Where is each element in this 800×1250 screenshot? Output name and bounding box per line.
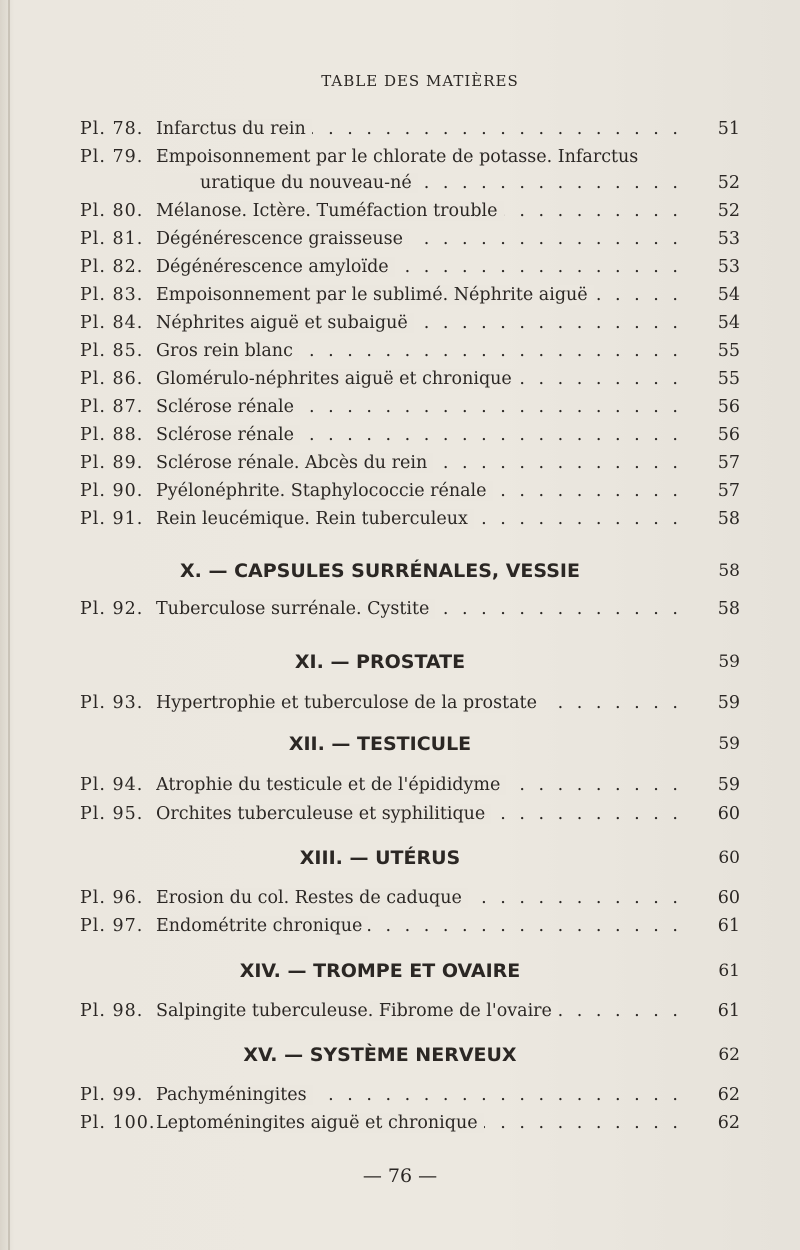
entry-title: Mélanose. Ictère. Tuméfaction trouble (156, 201, 504, 221)
page-number: 53 (717, 229, 740, 249)
page-edge (8, 0, 10, 1250)
plate-number: Pl. 78. (80, 119, 144, 139)
toc-entry (80, 422, 740, 448)
plate-number: Pl. 90. (80, 481, 144, 501)
toc-entry (80, 885, 740, 911)
plate-number: Pl. 98. (80, 1001, 144, 1021)
plate-number: Pl. 99. (80, 1085, 144, 1105)
plate-number: Pl. 83. (80, 285, 144, 305)
section-title: XIV. — TROMPE ET OVAIRE (239, 960, 521, 982)
section-heading (80, 843, 740, 873)
plate-number: Pl. 82. (80, 257, 144, 277)
page-number: 61 (717, 916, 740, 936)
page-header: TABLE DES MATIÈRES (321, 72, 519, 90)
entry-title: Pachyméningites (156, 1085, 313, 1105)
section-title: X. — CAPSULES SURRÉNALES, VESSIE (180, 560, 580, 582)
entry-title: Salpingite tuberculeuse. Fibrome de l'ovaire (156, 1001, 558, 1021)
entry-title: Infarctus du rein (156, 119, 312, 139)
page-number: 55 (717, 341, 740, 361)
entry-title: Leptoméningites aiguë et chronique (156, 1113, 484, 1133)
plate-number: Pl. 81. (80, 229, 144, 249)
toc-entry (80, 366, 740, 392)
toc-entry (80, 506, 740, 532)
plate-number: Pl. 79. (80, 147, 144, 167)
section-page-number: 60 (718, 848, 740, 868)
section-title: XII. — TESTICULE (288, 733, 472, 755)
entry-title: Endométrite chronique (156, 916, 368, 936)
plate-number: Pl. 93. (80, 693, 144, 713)
entry-title: Pyélonéphrite. Staphylococcie rénale (156, 481, 493, 501)
page-number: 51 (717, 119, 740, 139)
toc-entry (80, 198, 740, 224)
section-title: XV. — SYSTÈME NERVEUX (243, 1044, 517, 1066)
plate-number: Pl. 84. (80, 313, 144, 333)
toc-entry (80, 116, 740, 142)
page-number: 62 (717, 1113, 740, 1133)
plate-number: Pl. 80. (80, 201, 144, 221)
toc-entry (80, 596, 740, 622)
entry-title: Rein leucémique. Rein tuberculeux (156, 509, 474, 529)
entry-title: Orchites tuberculeuse et syphilitique (156, 804, 491, 824)
entry-title: Sclérose rénale (156, 425, 300, 445)
section-title: XI. — PROSTATE (294, 651, 466, 673)
page-number: 61 (717, 1001, 740, 1021)
entry-title: Atrophie du testicule et de l'épididyme (156, 775, 506, 795)
entry-title: Glomérulo-néphrites aiguë et chronique (156, 369, 518, 389)
plate-number: Pl. 100. (80, 1113, 156, 1133)
section-heading (80, 729, 740, 759)
page-number: 55 (717, 369, 740, 389)
entry-title: Gros rein blanc (156, 341, 299, 361)
page-number: 58 (717, 509, 740, 529)
page-number: 62 (717, 1085, 740, 1105)
page-number: 59 (717, 775, 740, 795)
plate-number: Pl. 96. (80, 888, 144, 908)
entry-title-continued: uratique du nouveau-né (156, 173, 418, 193)
page-number: 56 (717, 397, 740, 417)
page-number: 52 (717, 201, 740, 221)
entry-title: Néphrites aiguë et subaiguë (156, 313, 414, 333)
toc-entry (80, 450, 740, 476)
page-number: 60 (717, 804, 740, 824)
section-page-number: 62 (718, 1045, 740, 1065)
entry-title: Dégénérescence graisseuse (156, 229, 409, 249)
toc-entry (80, 1110, 740, 1136)
section-heading (80, 1040, 740, 1070)
section-heading (80, 647, 740, 677)
section-heading (80, 556, 740, 586)
section-page-number: 58 (718, 561, 740, 581)
toc-entry (80, 226, 740, 252)
plate-number: Pl. 94. (80, 775, 144, 795)
toc-entry (80, 913, 740, 939)
toc-entry (80, 338, 740, 364)
plate-number: Pl. 85. (80, 341, 144, 361)
entry-title: Tuberculose surrénale. Cystite (156, 599, 435, 619)
page-number: 52 (717, 173, 740, 193)
toc-entry (80, 801, 740, 827)
entry-title: Empoisonnement par le sublimé. Néphrite aiguë (156, 285, 594, 305)
entry-title: Hypertrophie et tuberculose de la prostate (156, 693, 543, 713)
entry-title: Empoisonnement par le chlorate de potasse. Infarctus (156, 147, 639, 167)
toc-entry (80, 772, 740, 798)
toc-entry (80, 282, 740, 308)
page-number: 57 (717, 481, 740, 501)
page-number: 53 (717, 257, 740, 277)
page-number: 59 (717, 693, 740, 713)
section-title: XIII. — UTÉRUS (299, 847, 461, 869)
section-heading (80, 956, 740, 986)
section-page-number: 61 (718, 961, 740, 981)
toc-entry (80, 144, 740, 196)
entry-title: Sclérose rénale. Abcès du rein (156, 453, 433, 473)
plate-number: Pl. 87. (80, 397, 144, 417)
page-number: 60 (717, 888, 740, 908)
plate-number: Pl. 95. (80, 804, 144, 824)
toc-entry (80, 1082, 740, 1108)
plate-number: Pl. 88. (80, 425, 144, 445)
page-number: 54 (717, 313, 740, 333)
page-footer-number: — 76 — (362, 1165, 438, 1187)
toc-entry (80, 310, 740, 336)
section-page-number: 59 (718, 652, 740, 672)
page-number: 54 (717, 285, 740, 305)
page-number: 57 (717, 453, 740, 473)
plate-number: Pl. 91. (80, 509, 144, 529)
section-page-number: 59 (718, 734, 740, 754)
page-number: 58 (717, 599, 740, 619)
plate-number: Pl. 89. (80, 453, 144, 473)
page-number: 56 (717, 425, 740, 445)
toc-entry (80, 394, 740, 420)
toc-entry (80, 998, 740, 1024)
toc-entry (80, 478, 740, 504)
toc-entry (80, 690, 740, 716)
plate-number: Pl. 92. (80, 599, 144, 619)
entry-title: Erosion du col. Restes de caduque (156, 888, 468, 908)
entry-title: Sclérose rénale (156, 397, 300, 417)
entry-title: Dégénérescence amyloïde (156, 257, 395, 277)
plate-number: Pl. 86. (80, 369, 144, 389)
toc-entry (80, 254, 740, 280)
plate-number: Pl. 97. (80, 916, 144, 936)
